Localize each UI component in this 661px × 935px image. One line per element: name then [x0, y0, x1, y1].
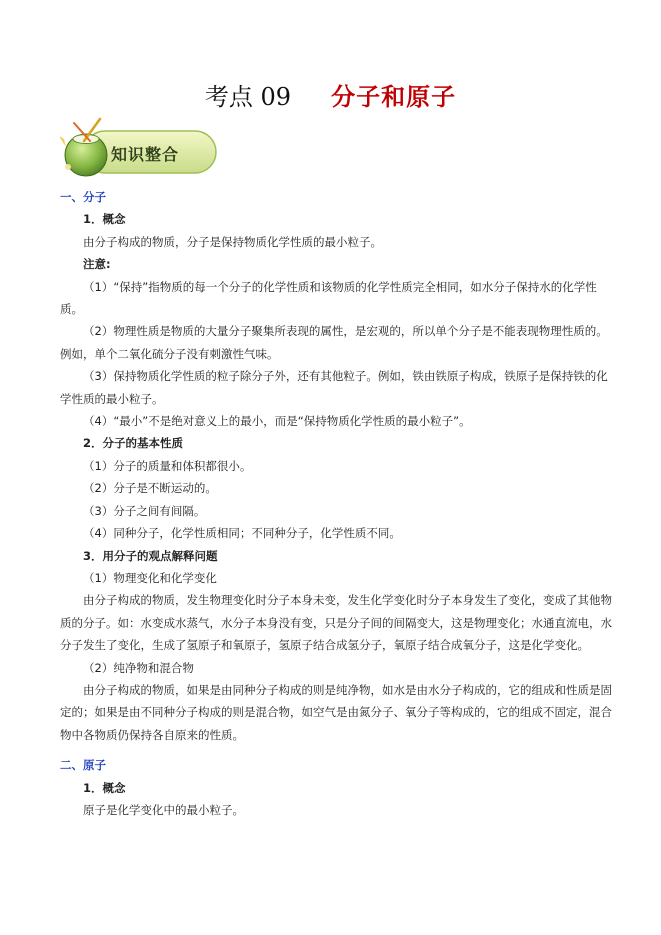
- note-item: （1）“保持”指物质的每一个分子的化学性质和该物质的化学性质完全相同，如水分子保持水的化学性质。: [60, 279, 597, 317]
- case-body: 由分子构成的物质，发生物理变化时分子本身未变，发生化学变化时分子本身发生了变化，变成了其他物质的分子。如：水变成水蒸气，水分子本身没有变，只是分子间的间隔变大，这是物理变化；水通直流电，水分子发生了变化，生成了氢原子和氧原子，氢原子结合成氢分子，氧原子结合成氧分子，这是化学变化。: [60, 593, 612, 653]
- topic-number: 考点 09: [204, 83, 292, 111]
- section-heading-atom: 二、原子: [60, 758, 106, 773]
- property-item: （4）同种分子，化学性质相同；不同种分子，化学性质不同。: [83, 526, 401, 541]
- topic-title: 分子和原子: [331, 83, 457, 111]
- case-title: （1）物理变化和化学变化: [83, 570, 217, 585]
- badge-text: 知识整合: [111, 145, 180, 164]
- note-item: （3）保持物质化学性质的粒子除分子外，还有其他粒子。例如，铁由铁原子构成，铁原子是保持铁的化学性质的最小粒子。: [60, 369, 608, 406]
- paragraph-atom-definition: 原子是化学变化中的最小粒子。: [83, 802, 244, 817]
- subheading-concept: 1．概念: [83, 212, 126, 227]
- subheading-atom-concept: 1．概念: [83, 780, 126, 795]
- note-item: （2）物理性质是物质的大量分子聚集所表现的属性，是宏观的，所以单个分子是不能表现物理性质的。例如，单个二氧化硫分子没有刺激性气味。: [60, 324, 608, 361]
- case-body: 由分子构成的物质，如果是由同种分子构成的则是纯净物，如水是由水分子构成的，它的组成和性质是固定的；如果是由不同种分子构成的则是混合物，如空气是由氮分子、氧分子等构成的，它的组成不固定，混合物中各物质仍保持各自原来的性质。: [60, 682, 612, 742]
- paragraph-definition: 由分子构成的物质，分子是保持物质化学性质的最小粒子。: [83, 234, 382, 249]
- note-item: （4）“最小”不是绝对意义上的最小，而是“保持物质化学性质的最小粒子”。: [83, 414, 471, 429]
- case-title: （2）纯净物和混合物: [83, 660, 194, 675]
- page-title: [0, 82, 661, 112]
- subheading-properties: 2．分子的基本性质: [83, 436, 184, 451]
- subheading-explain: 3．用分子的观点解释问题: [83, 548, 218, 563]
- section-heading-molecule: 一、分子: [60, 190, 106, 204]
- property-item: （2）分子是不断运动的。: [83, 481, 217, 496]
- property-item: （3）分子之间有间隔。: [83, 503, 206, 518]
- property-item: （1）分子的质量和体积都很小。: [83, 458, 252, 473]
- document-body: [60, 186, 612, 821]
- note-label: 注意:: [83, 257, 111, 272]
